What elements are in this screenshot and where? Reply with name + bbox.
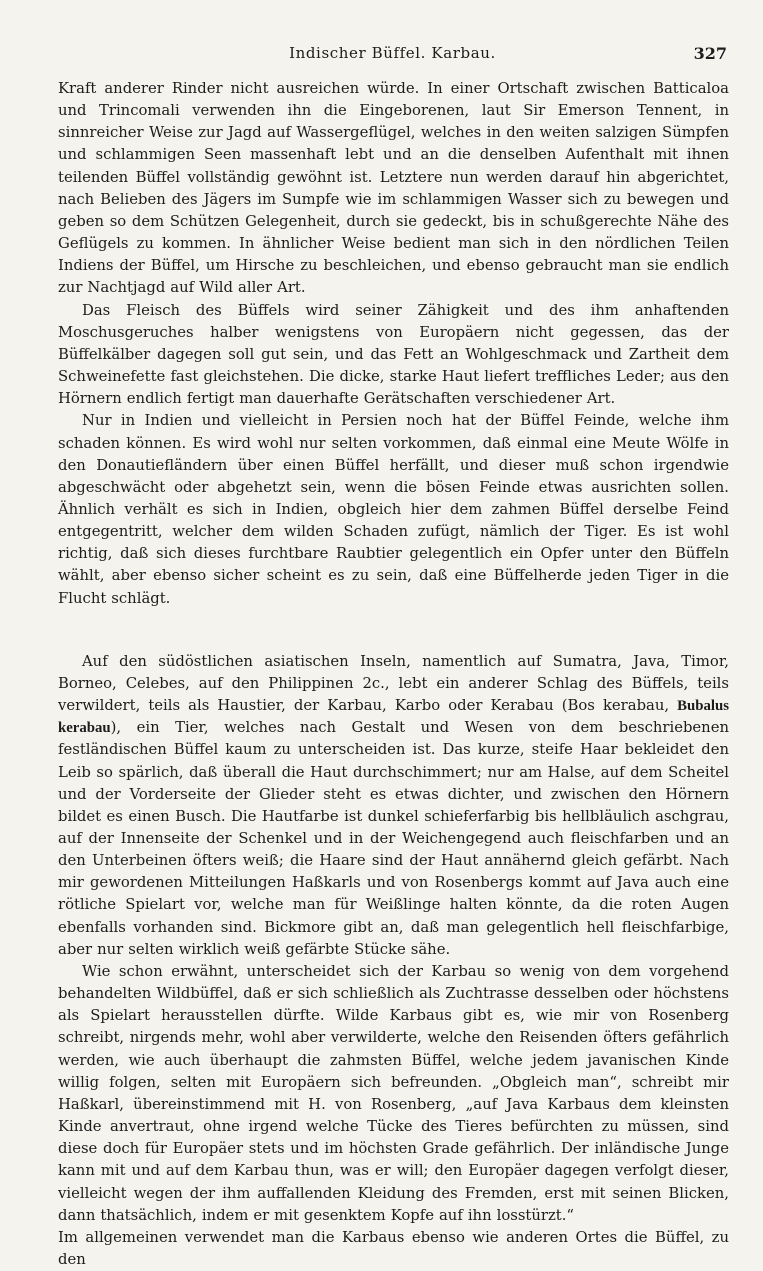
body-text [58,78,729,1271]
karbau-text-after: ), ein Tier, welches nach Gestalt und Wesen von dem beschriebenen festländischen Büffel kaum zu unterscheiden ist. Das kurze, steife Haar bekleidet den Leib so spärlich, daß überall die Haut durchschimmert; nur am Halse, auf dem Scheitel und der Vorderseite der Glieder steht es etwas dichter, und zwischen den Hörnern bildet es einen Busch. Die Hautfarbe ist dunkel schieferfarbig bis hellbläulich aschgrau, auf der Innenseite der Schenkel und in der Weichengegend auch fleischfarben und an den Unterbeinen öfters weiß; die Haare sind der Haut annähernd gleich gefärbt. Nach mir gewordenen Mitteilungen Haßkarls und von Rosenbergs kommt auf Java auch eine rötliche Spielart vor, welche man für Weißlinge halten könnte, da die roten Augen ebenfalls vorhanden sind. Bickmore gibt an, daß man gelegentlich hell fleischfarbige, aber nur selten wirklich weiß gefärbte Stücke sähe. [58,719,729,958]
page-number: 327 [693,44,727,63]
running-head [58,44,727,68]
paragraph-karbau-temperament: Wie schon erwähnt, unterscheidet sich der Karbau so wenig von dem vorgehend behandelten Wildbüffel, daß er sich schließlich als Zuchtrasse desselben oder höchstens als Spielart herausstellen dürfte. Wilde Karbaus gibt es, wie mir von Rosenberg schreibt, nirgends mehr, wohl aber verwilderte, welche den Reisenden öfters gefährlich werden, wie auch überhaupt die zahmsten Büffel, welche jedem javanischen Kinde willig folgen, selten mit Europäern sich befreunden. „Obgleich man“, schreibt mir Haßkarl, übereinstimmend mit H. von Rosenberg, „auf Java Karbaus dem kleinsten Kinde anvertraut, ohne irgend welche Tücke des Tieres befürchten zu müssen, sind diese doch für Europäer stets und im höchsten Grade gefährlich. Der inländische Junge kann mit und auf dem Karbau thun, was er will; den Europäer dagegen verfolgt dieser, vielleicht wegen der ihm auffallenden Kleidung des Fremden, erst mit seinen Blicken, dann thatsächlich, indem er mit gesenktem Kopfe auf ihn losstürzt.“ [58,962,729,1224]
paragraph-continuation: Im allgemeinen verwendet man die Karbaus ebenso wie anderen Ortes die Büffel, zu den [58,1228,729,1268]
paragraph-meat-and-hide: Das Fleisch des Büffels wird seiner Zähigkeit und des ihm anhaftenden Moschusgeruches halber wenigstens von Europäern nicht gegessen, das der Büffelkälber dagegen soll gut sein, und das Fett an Wohlgeschmack und Zartheit dem Schweinefette fast gleichstehen. Die dicke, starke Haut liefert treffliches Leder; aus den Hörnern endlich fertigt man dauerhafte Gerätschaften verschiedener Art. [58,301,729,408]
paragraph-hunting-use: Kraft anderer Rinder nicht ausreichen würde. In einer Ortschaft zwischen Batticaloa und Trincomali verwenden ihn die Eingeborenen, laut Sir Emerson Tennent, in sinnreicher Weise zur Jagd auf Wassergeflügel, welches in den weiten salzigen Sümpfen und schlammigen Seen massenhaft lebt und an die denselben Aufenthalt mit ihnen teilenden Büffel vollständig gewöhnt ist. Letztere nun werden darauf hin abgerichtet, nach Belieben des Jägers im Sumpfe wie im schlammigen Wasser sich zu bewegen und geben so dem Schützen Gelegenheit, durch sie gedeckt, bis in schußgerechte Nähe des Geflügels zu kommen. In ähnlicher Weise bedient man sich in den nördlichen Teilen Indiens der Büffel, um Hirsche zu beschleichen, und ebenso gebraucht man sie endlich zur Nachtjagd auf Wild aller Art. [58,80,729,297]
latin-species-name: Bubalus kerabau [58,698,729,737]
running-title: Indischer Büffel. Karbau. [289,44,496,62]
karbau-text-before: Auf den südöstlichen asiatischen Inseln, namentlich auf Sumatra, Java, Timor, Borneo, Celebes, auf den Philippinen 2c., lebt ein anderer Schlag des Büffels, teils verwildert, teils als Haustier, der Karbau, Karbo oder Kerabau (Bos kerabau, [58,652,729,715]
paragraph-karbau-description [58,651,729,961]
paragraph-enemies: Nur in Indien und vielleicht in Persien noch hat der Büffel Feinde, welche ihm schaden können. Es wird wohl nur selten vorkommen, daß einmal eine Meute Wölfe in den Donautiefländern über einen Büffel herfällt, und dieser muß schon irgendwie abgeschwächt oder abgehetzt sein, wenn die bösen Feinde etwas ausrichten sollen. Ähnlich verhält es sich in Indien, obgleich hier dem zahmen Büffel derselbe Feind entgegentritt, welcher dem wilden Schaden zufügt, nämlich der Tiger. Es ist wohl richtig, daß sich dieses furchtbare Raubtier gelegentlich ein Opfer unter den Büffeln wählt, aber ebenso sicher scheint es zu sein, daß eine Büffelherde jeden Tiger in die Flucht schlägt. [58,412,729,607]
